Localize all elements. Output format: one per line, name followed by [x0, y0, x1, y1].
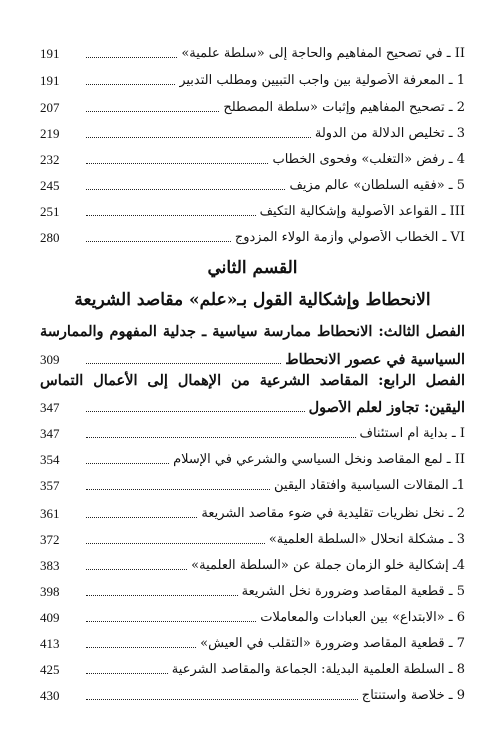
dot-leader	[86, 411, 305, 412]
toc-entry	[40, 628, 465, 652]
toc-entry	[40, 524, 465, 548]
page-number: 413	[40, 636, 60, 651]
entry-title: 6 ـ «الابتداع» بين العبادات والمعاملات	[260, 610, 465, 625]
toc-entry	[40, 392, 465, 416]
entry-title: 4ـ إشكالية خلو الزمان جملة عن «السلطة العلمية»	[191, 558, 465, 573]
entry-title: 3 ـ مشكلة انحلال «السلطة العلمية»	[268, 532, 465, 547]
dot-leader	[86, 569, 187, 570]
toc-entry	[40, 196, 465, 220]
toc-entry	[40, 470, 465, 494]
dot-leader	[86, 621, 256, 622]
section-heading: القسم الثاني	[207, 258, 298, 278]
entry-title: 5 ـ قطعية المقاصد وضرورة نخل الشريعة	[241, 584, 465, 599]
entry-title: I ـ بداية أم استئناف	[359, 426, 465, 441]
page-number: 409	[40, 610, 60, 625]
entry-title: السياسية في عصور الانحطاط	[285, 352, 465, 368]
dot-leader	[86, 463, 169, 464]
entry-title: II ـ في تصحيح المفاهيم والحاجة إلى «سلطة علمية»	[181, 46, 465, 61]
dot-leader	[86, 84, 175, 85]
toc-entry	[40, 65, 465, 89]
entry-title: 2 ـ نخل نظريات تقليدية في ضوء مقاصد الشريعة	[201, 506, 465, 521]
toc-entry	[40, 654, 465, 678]
dot-leader	[86, 189, 285, 190]
entry-title: 4 ـ رفض «التغلب» وفحوى الخطاب	[272, 152, 465, 167]
page-number: 361	[40, 506, 60, 521]
dot-leader	[86, 647, 196, 648]
dot-leader	[86, 595, 238, 596]
dot-leader	[86, 489, 270, 490]
entry-title: VI ـ الخطاب الأصولي وأزمة الولاء المزدوج	[234, 230, 465, 245]
dot-leader	[86, 241, 231, 242]
entry-title: 3 ـ تخليص الدلالة من الدولة	[314, 126, 465, 141]
dot-leader	[86, 363, 281, 364]
page-number: 280	[40, 230, 60, 245]
entry-title: 9 ـ خلاصة واستنتاج	[361, 688, 465, 703]
page-number: 232	[40, 152, 60, 167]
page-number: 219	[40, 126, 60, 141]
page-number: 372	[40, 532, 60, 547]
page-number: 430	[40, 688, 60, 703]
page-number: 191	[40, 46, 60, 61]
dot-leader	[86, 57, 177, 58]
toc-entry	[40, 602, 465, 626]
dot-leader	[86, 111, 219, 112]
entry-title: II ـ لمع المقاصد ونخل السياسي والشرعي في الإسلام	[173, 452, 465, 467]
dot-leader	[86, 543, 265, 544]
page-number: 347	[40, 400, 60, 415]
dot-leader	[86, 215, 256, 216]
entry-title: 1ـ المقالات السياسية وافتقاد اليقين	[274, 478, 465, 493]
entry-title: 1 ـ المعرفة الأصولية بين واجب التبيين ومطلب التدبير	[179, 73, 465, 88]
page-number: 207	[40, 100, 60, 115]
toc-entry	[40, 38, 465, 62]
entry-title: اليقين: تجاوز لعلم الأصول	[308, 400, 465, 416]
page-number: 191	[40, 73, 60, 88]
dot-leader	[86, 673, 168, 674]
page-number: 425	[40, 662, 60, 677]
entry-title: 8 ـ السلطة العلمية البديلة: الجماعة والمقاصد الشرعية	[171, 662, 465, 677]
toc-entry	[40, 576, 465, 600]
page-number: 245	[40, 178, 60, 193]
entry-title: III ـ القواعد الأصولية وإشكالية التكيف	[259, 204, 465, 219]
toc-entry	[40, 498, 465, 522]
dot-leader	[86, 137, 311, 138]
dot-leader	[86, 699, 358, 700]
page-number: 354	[40, 452, 60, 467]
page-number: 398	[40, 584, 60, 599]
chapter-title-line: الفصل الثالث: الانحطاط ممارسة سياسية ـ جدلية المفهوم والممارسة	[40, 323, 465, 340]
page-number: 309	[40, 352, 60, 367]
toc-entry	[40, 118, 465, 142]
toc-entry	[40, 418, 465, 442]
dot-leader	[86, 517, 197, 518]
toc-entry	[40, 680, 465, 704]
page-number: 347	[40, 426, 60, 441]
dot-leader	[86, 163, 268, 164]
entry-title: 2 ـ تصحيح المفاهيم وإثبات «سلطة المصطلح	[223, 100, 465, 115]
toc-entry	[40, 170, 465, 194]
dot-leader	[86, 437, 356, 438]
entry-title: 7 ـ قطعية المقاصد وضرورة «التقلب في العيش»	[200, 636, 465, 651]
toc-entry	[40, 222, 465, 246]
page-number: 357	[40, 478, 60, 493]
page-number: 383	[40, 558, 60, 573]
part-heading: الانحطاط وإشكالية القول بـ«علم» مقاصد الشريعة	[74, 290, 431, 310]
toc-entry	[40, 550, 465, 574]
toc-entry	[40, 144, 465, 168]
toc-entry	[40, 344, 465, 368]
chapter-title-line: الفصل الرابع: المقاصد الشرعية من الإهمال إلى الأعمال التماس	[40, 372, 465, 389]
entry-title: 5 ـ «فقيه السلطان» عالم مزيف	[289, 178, 465, 193]
page-number: 251	[40, 204, 60, 219]
toc-entry	[40, 444, 465, 468]
toc-entry	[40, 92, 465, 116]
